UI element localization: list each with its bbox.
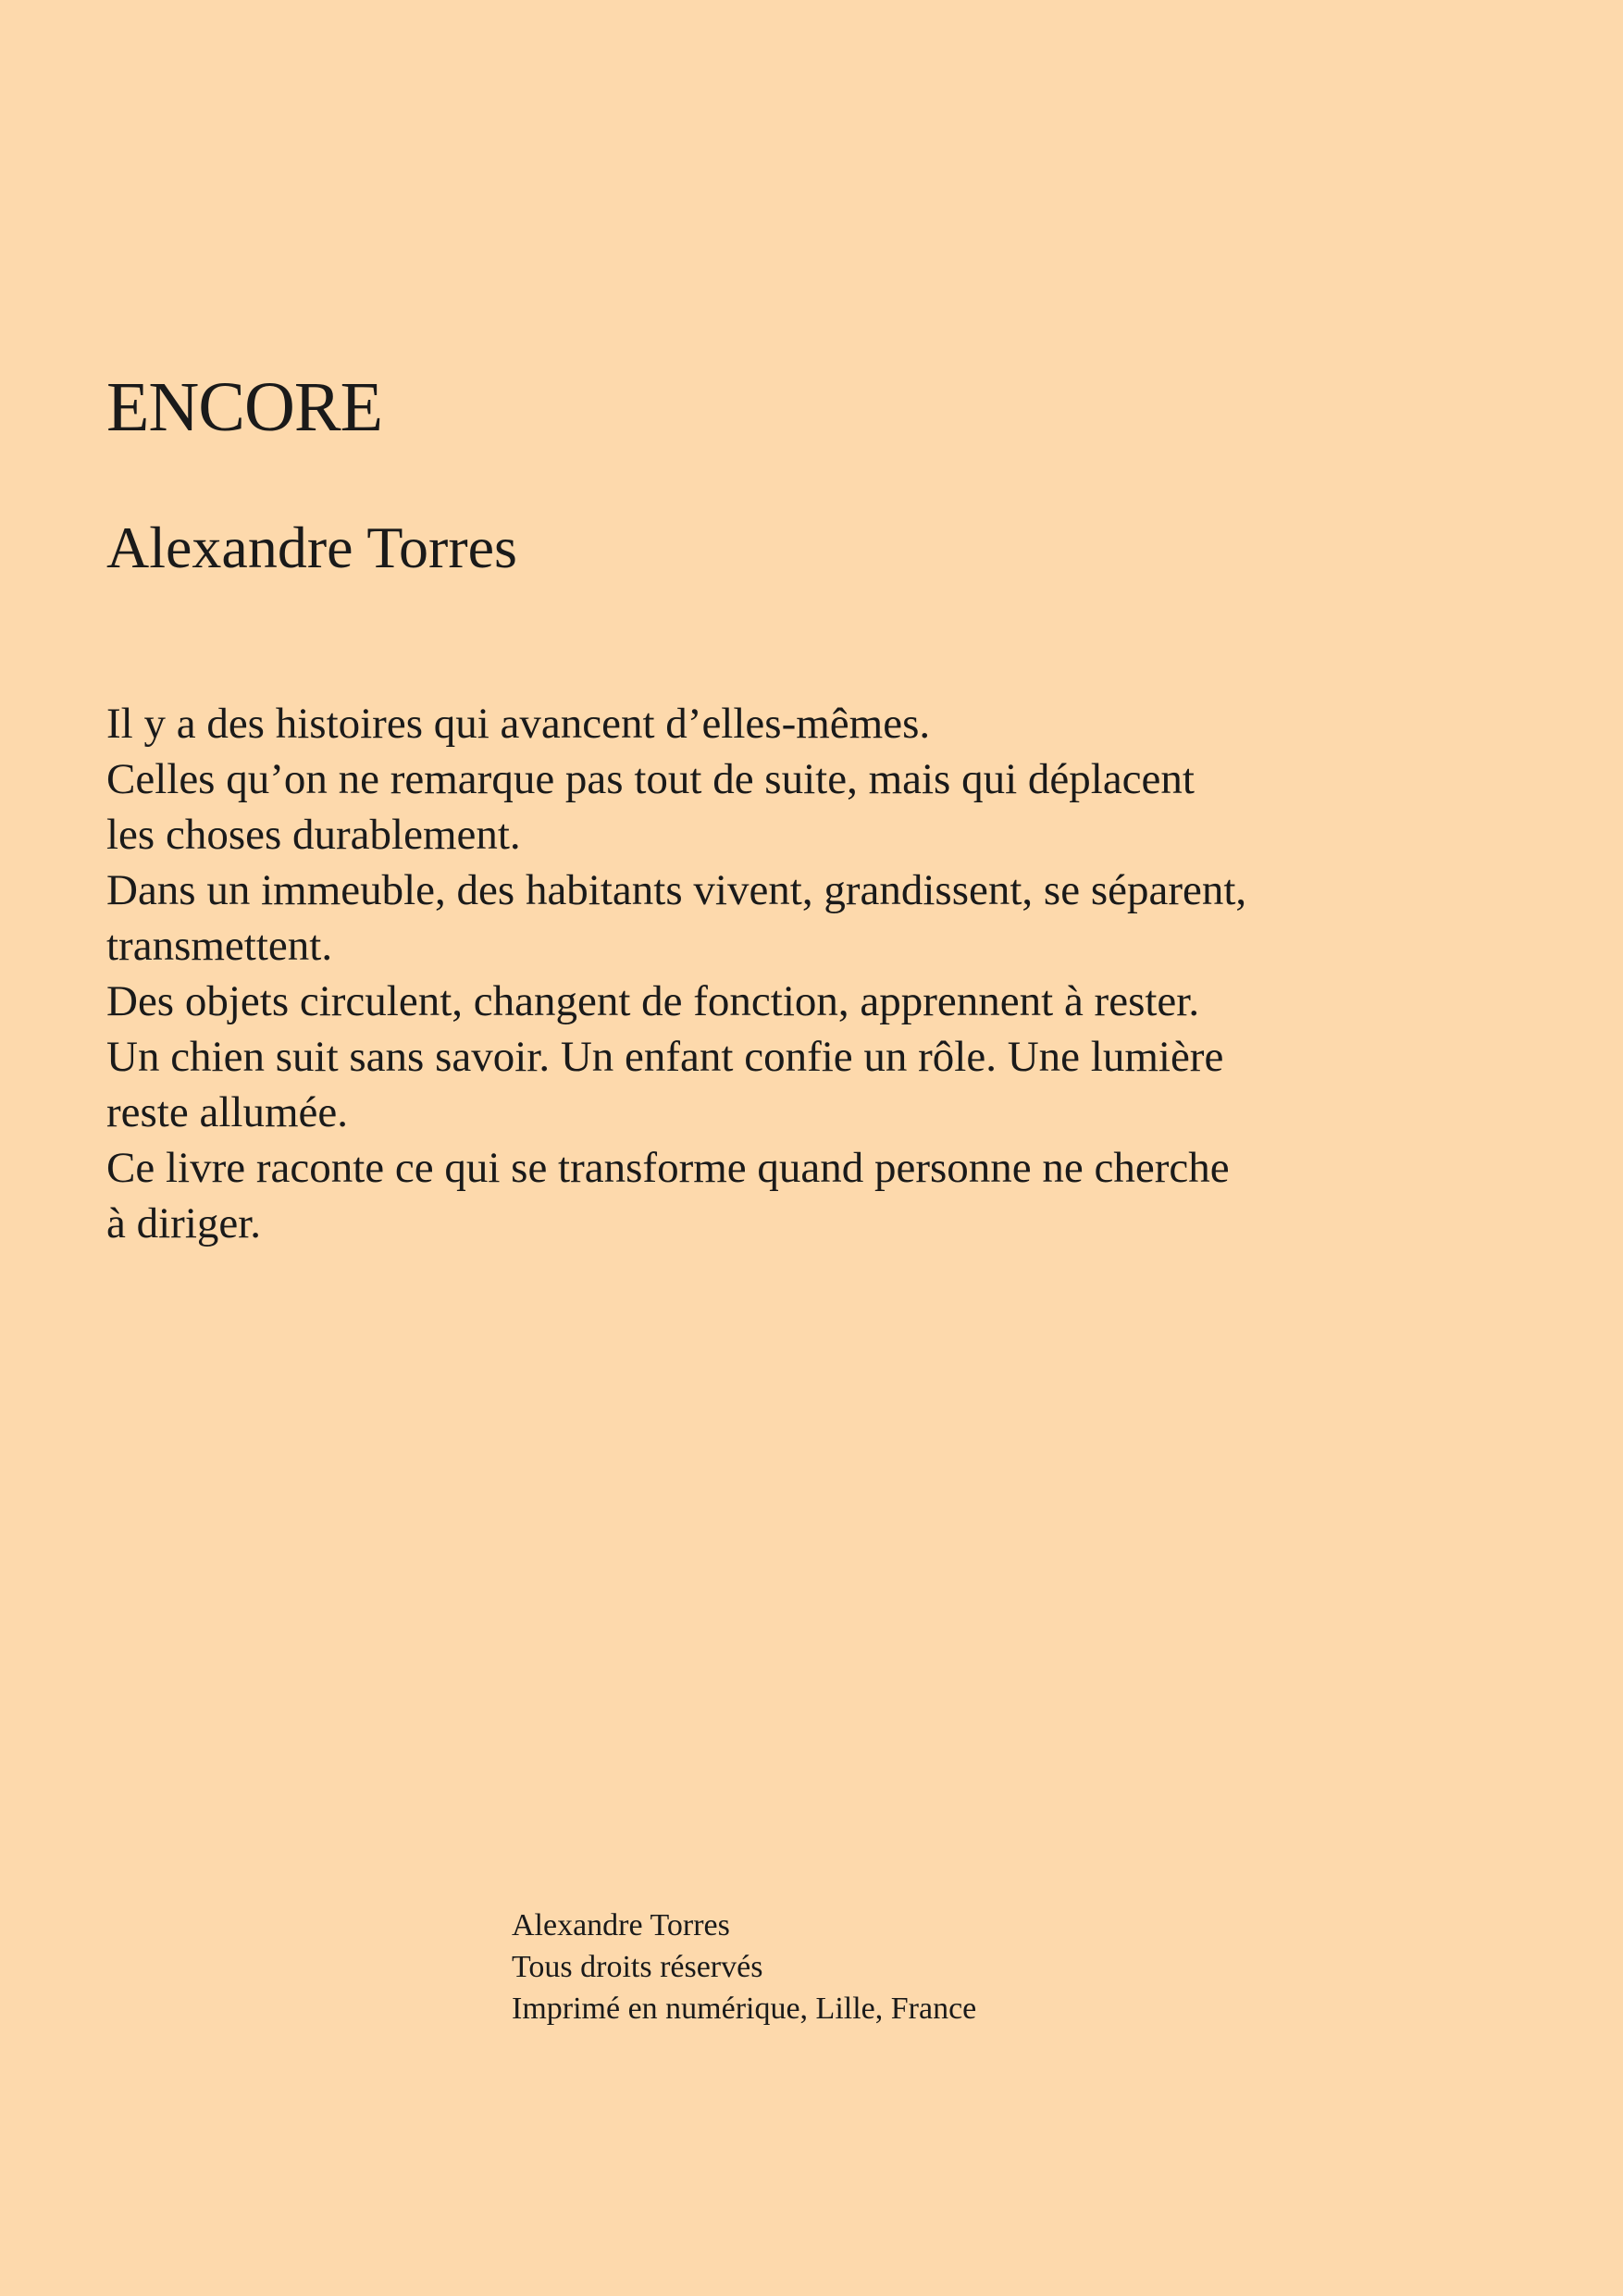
author-name: Alexandre Torres <box>106 515 517 580</box>
blurb-line: reste allumée. <box>106 1088 348 1136</box>
blurb-line: Il y a des histoires qui avancent d’elles-mêmes. <box>106 700 931 748</box>
blurb-line: Ce livre raconte ce qui se transforme quand personne ne cherche <box>106 1144 1230 1192</box>
colophon <box>512 1905 976 2029</box>
blurb-line: Celles qu’on ne remarque pas tout de suite, mais qui déplacent <box>106 755 1195 803</box>
blurb-line: les choses durablement. <box>106 811 521 859</box>
book-title: ENCORE <box>106 368 382 446</box>
blurb-line: Dans un immeuble, des habitants vivent, grandissent, se séparent, <box>106 866 1247 914</box>
back-cover-blurb <box>106 696 1420 1251</box>
blurb-line: Des objets circulent, changent de fonction, apprennent à rester. <box>106 977 1200 1025</box>
blurb-line: transmettent. <box>106 922 333 970</box>
colophon-rights: Tous droits réservés <box>512 1950 763 1984</box>
colophon-author: Alexandre Torres <box>512 1908 730 1942</box>
blurb-line: Un chien suit sans savoir. Un enfant confie un rôle. Une lumière <box>106 1033 1224 1081</box>
blurb-line: à diriger. <box>106 1199 262 1247</box>
colophon-printing: Imprimé en numérique, Lille, France <box>512 1992 977 2026</box>
